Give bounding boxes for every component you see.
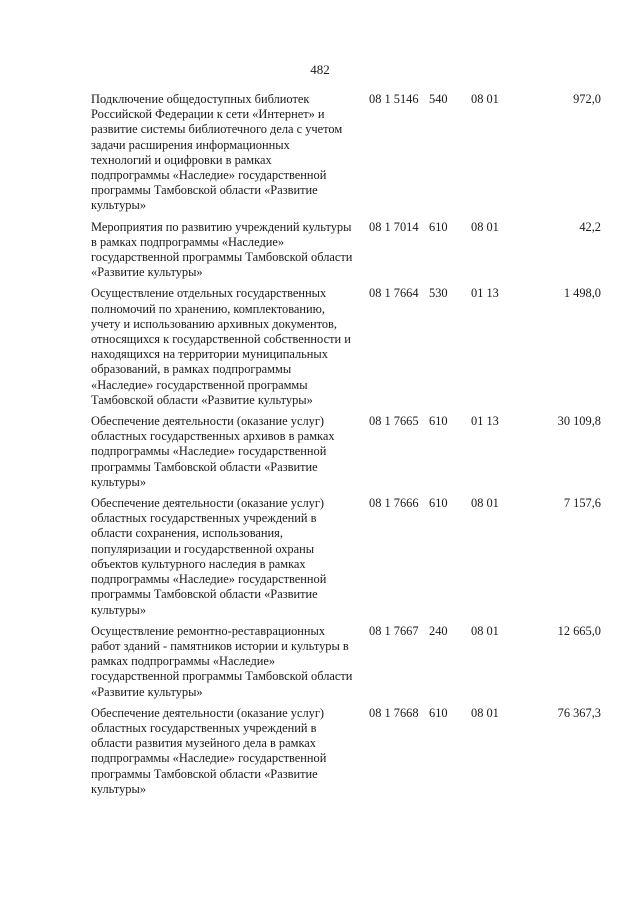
- table-row: [91, 220, 601, 287]
- expense-name: Осуществление отдельных государственных полномочий по хранению, комплектованию, учету и использованию архивных документов, относящихся к государственной собственности и находящихся на территории муниципальных образований, в рамках подпрограммы «Наследие» государственной программы Тамбовской области «Развитие культуры»: [91, 286, 351, 407]
- table-row: [91, 706, 601, 803]
- budget-table: [91, 92, 601, 803]
- expense-name: Мероприятия по развитию учреждений культуры в рамках подпрограммы «Наследие» государственной программы Тамбовской области «Развитие культуры»: [91, 219, 353, 280]
- amount: 12 665,0: [557, 623, 601, 638]
- expense-type-code: 610: [429, 496, 448, 511]
- table-row: [91, 92, 601, 220]
- section-subsection-code: 01 13: [471, 414, 499, 429]
- expense-type-code: 540: [429, 92, 448, 106]
- target-article-code: 08 1 7664: [369, 286, 419, 301]
- section-subsection-code: 08 01: [471, 623, 499, 638]
- amount: 30 109,8: [557, 414, 601, 429]
- target-article-code: 08 1 7667: [369, 623, 419, 638]
- section-subsection-code: 08 01: [471, 496, 499, 511]
- table-row: [91, 414, 601, 496]
- table-row: [91, 624, 601, 706]
- target-article-code: 08 1 7666: [369, 496, 419, 511]
- section-subsection-code: 01 13: [471, 286, 499, 301]
- section-subsection-code: 08 01: [471, 705, 499, 720]
- section-subsection-code: 08 01: [471, 219, 499, 234]
- expense-name: Обеспечение деятельности (оказание услуг) областных государственных архивов в рамках подпрограммы «Наследие» государственной программы Тамбовской области «Развитие культуры»: [91, 414, 335, 489]
- target-article-code: 08 1 7668: [369, 705, 419, 720]
- expense-name: Обеспечение деятельности (оказание услуг) областных государственных учреждений в области развития музейного дела в рамках подпрограммы «Наследие» государственной программы Тамбовской области «Развитие культуры»: [91, 705, 327, 796]
- section-subsection-code: 08 01: [471, 92, 499, 106]
- table-row: [91, 496, 601, 624]
- expense-name: Обеспечение деятельности (оказание услуг) областных государственных учреждений в области сохранения, использования, популяризации и государственной охраны объектов культурного наследия в рамках подпрограммы «Наследие» государственной программы Тамбовской области «Развитие культуры»: [91, 496, 327, 617]
- expense-type-code: 530: [429, 286, 448, 301]
- amount: 972,0: [573, 92, 601, 106]
- expense-type-code: 610: [429, 414, 448, 429]
- target-article-code: 08 1 7665: [369, 414, 419, 429]
- expense-name: Подключение общедоступных библиотек Российской Федерации к сети «Интернет» и развитие системы библиотечного дела с учетом задачи расширения информационных технологий и оцифровки в рамках подпрограммы «Наследие» государственной программы Тамбовской области «Развитие культуры»: [91, 92, 343, 213]
- expense-type-code: 610: [429, 705, 448, 720]
- amount: 42,2: [579, 219, 601, 234]
- amount: 76 367,3: [557, 705, 601, 720]
- expense-type-code: 240: [429, 623, 448, 638]
- amount: 1 498,0: [563, 286, 601, 301]
- page-number: 482: [310, 62, 330, 77]
- table-row: [91, 286, 601, 414]
- expense-name: Осуществление ремонтно-реставрационных работ зданий - памятников истории и культуры в рамках подпрограммы «Наследие» государственной программы Тамбовской области «Развитие культуры»: [91, 623, 353, 699]
- target-article-code: 08 1 7014: [369, 219, 419, 234]
- amount: 7 157,6: [563, 496, 601, 511]
- target-article-code: 08 1 5146: [369, 92, 419, 106]
- expense-type-code: 610: [429, 219, 448, 234]
